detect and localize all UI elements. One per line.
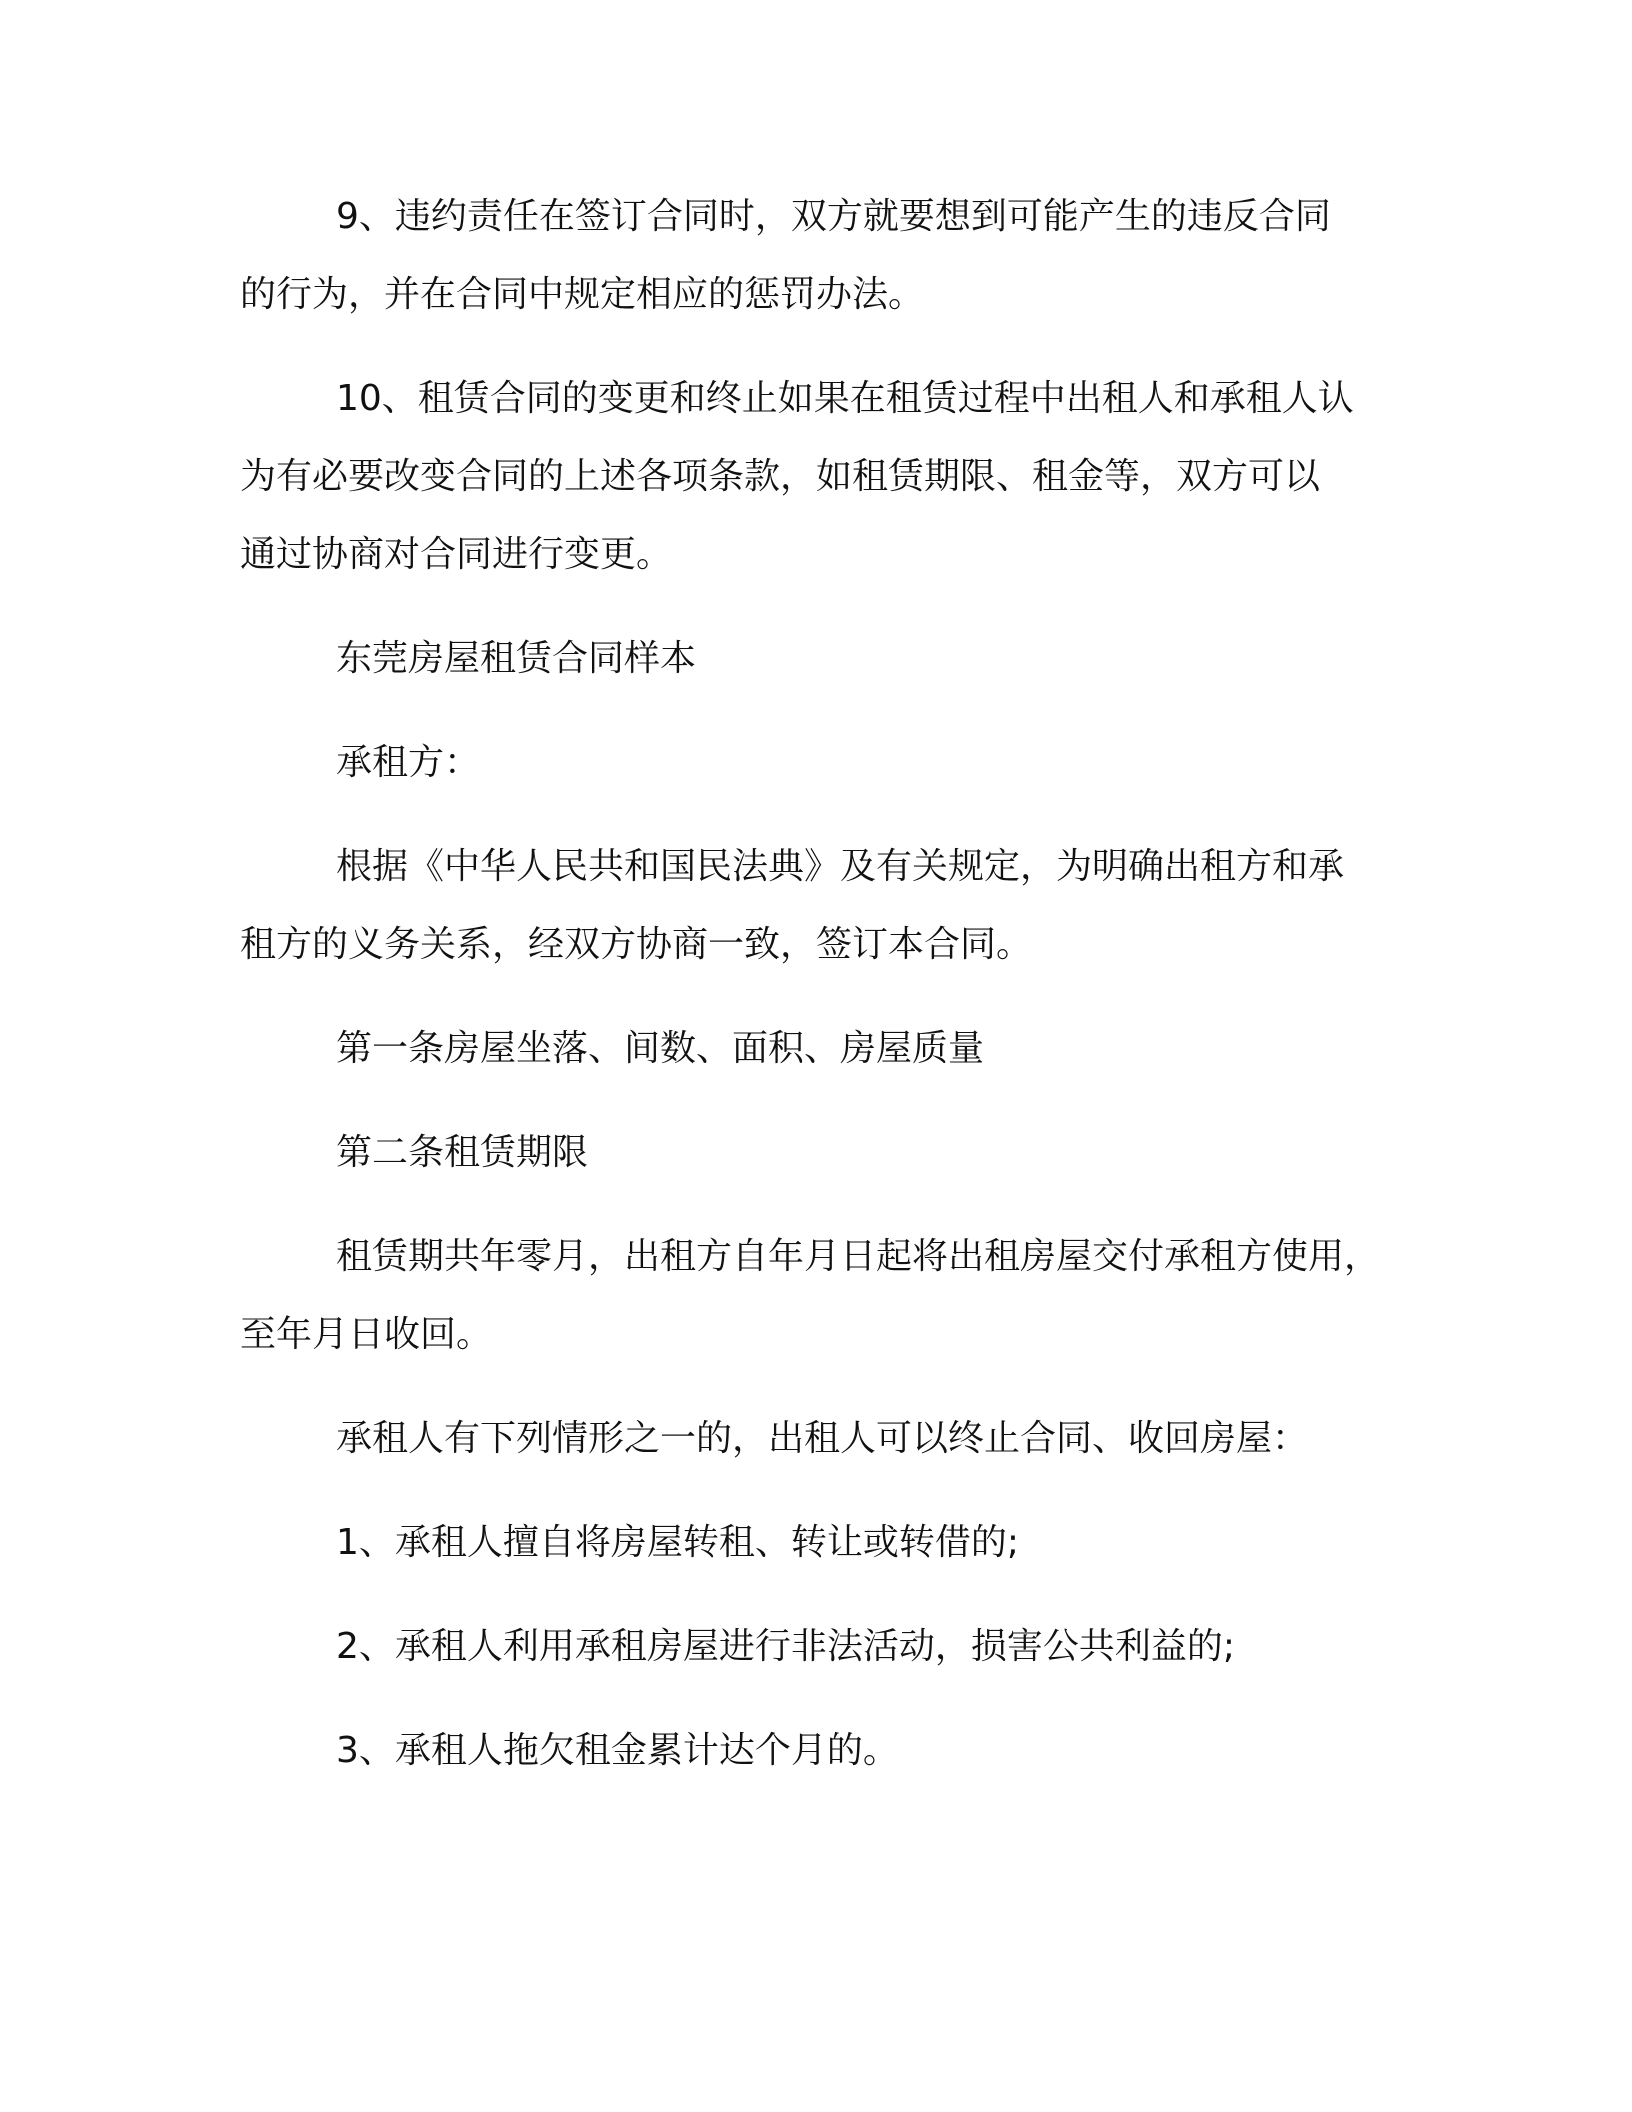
article-2-heading (240, 1114, 1420, 1192)
text-line: 2、承租人利用承租房屋进行非法活动，损害公共利益的; (336, 1626, 1236, 1667)
text-line: 10、租赁合同的变更和终止如果在租赁过程中出租人和承租人认 (336, 378, 1354, 419)
paragraph-contract-change (240, 360, 1420, 594)
paragraph-lease-term (240, 1218, 1420, 1374)
text-line: 1、承租人擅自将房屋转租、转让或转借的; (336, 1522, 1020, 1563)
text-line: 东莞房屋租赁合同样本 (336, 638, 697, 679)
condition-item-1 (240, 1504, 1420, 1582)
text-line: 承租方： (336, 742, 481, 783)
paragraph-breach-liability (240, 178, 1420, 334)
document-body (240, 178, 1420, 1816)
text-line: 第二条租赁期限 (336, 1132, 589, 1173)
text-line: 承租人有下列情形之一的，出租人可以终止合同、收回房屋： (336, 1418, 1309, 1459)
text-line: 根据《中华人民共和国民法典》及有关规定，为明确出租方和承 (336, 846, 1345, 887)
article-1-heading (240, 1010, 1420, 1088)
condition-item-2 (240, 1608, 1420, 1686)
condition-item-3 (240, 1712, 1420, 1790)
text-line: 第一条房屋坐落、间数、面积、房屋质量 (336, 1028, 985, 1069)
paragraph-termination-conditions (240, 1400, 1420, 1478)
paragraph-legal-basis (240, 828, 1420, 984)
text-line: 通过协商对合同进行变更。 (240, 534, 673, 575)
contract-title (240, 620, 1420, 698)
text-line: 至年月日收回。 (240, 1314, 493, 1355)
text-line: 3、承租人拖欠租金累计达个月的。 (336, 1730, 899, 1771)
text-line: 租方的义务关系，经双方协商一致，签订本合同。 (240, 924, 1033, 965)
text-line: 的行为，并在合同中规定相应的惩罚办法。 (240, 274, 925, 315)
text-line: 为有必要改变合同的上述各项条款，如租赁期限、租金等，双方可以 (240, 456, 1321, 497)
text-line: 9、违约责任在签订合同时，双方就要想到可能产生的违反合同 (336, 196, 1331, 237)
tenant-label (240, 724, 1420, 802)
text-line: 租赁期共年零月，出租方自年月日起将出租房屋交付承租方使用， (336, 1236, 1381, 1277)
